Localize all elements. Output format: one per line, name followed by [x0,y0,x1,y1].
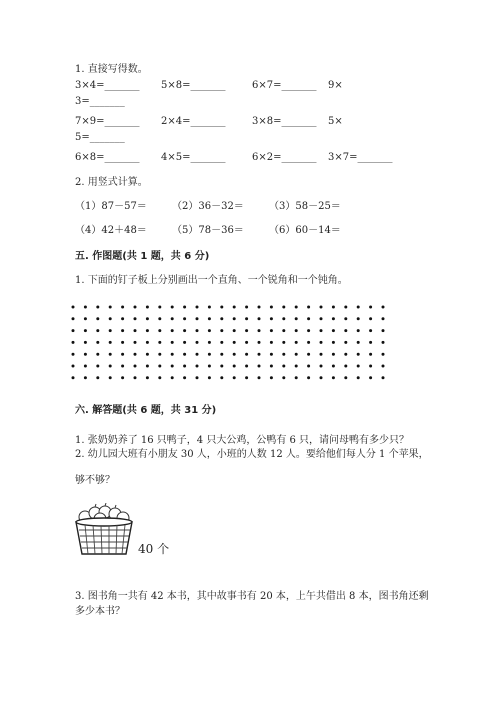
nail-dot[interactable] [134,341,137,344]
nail-dot[interactable] [357,329,360,332]
nail-dot[interactable] [282,341,285,344]
nail-dot[interactable] [258,329,261,332]
nail-dot[interactable] [196,329,199,332]
nail-dot[interactable] [72,341,75,344]
nail-dot[interactable] [109,365,112,368]
nail-dot[interactable] [382,317,385,320]
nail-dot[interactable] [208,317,211,320]
q1-r2-c4: 5× [328,116,343,127]
nail-dot[interactable] [282,317,285,320]
nail-dot[interactable] [109,317,112,320]
nail-dot[interactable] [245,317,248,320]
nail-dot[interactable] [96,317,99,320]
nail-dot[interactable] [282,306,285,309]
nail-dot[interactable] [332,329,335,332]
section6-q3-line2: 多少本书？ [75,606,125,617]
nail-dot[interactable] [369,353,372,356]
nail-dot[interactable] [369,306,372,309]
nail-dot[interactable] [208,353,211,356]
nail-dot[interactable] [96,341,99,344]
q2-r2-c2: （5）78－36＝ [172,225,244,236]
nail-dot[interactable] [332,341,335,344]
nail-dot[interactable] [96,376,99,379]
nail-dot[interactable] [109,306,112,309]
nail-dot[interactable] [109,353,112,356]
nail-dot[interactable] [134,365,137,368]
q2-title: 2. 用竖式计算。 [75,177,148,188]
nail-dot[interactable] [233,317,236,320]
nail-dot[interactable] [72,306,75,309]
nail-dot[interactable] [171,341,174,344]
nail-dot[interactable] [282,365,285,368]
nail-dot[interactable] [72,353,75,356]
nail-dot[interactable] [233,329,236,332]
nail-dot[interactable] [245,376,248,379]
nail-dot[interactable] [84,365,87,368]
nail-dot[interactable] [208,376,211,379]
nail-dot[interactable] [307,306,310,309]
nail-dot[interactable] [208,329,211,332]
q2-r2-c3: （6）60－14＝ [269,225,341,236]
section6-q1: 1. 张奶奶养了 16 只鸭子，4 只大公鸡，公鸭有 6 只，请问母鸭有多少只？ [75,435,410,446]
nail-dot[interactable] [171,365,174,368]
nail-dot[interactable] [84,329,87,332]
nail-dot[interactable] [320,353,323,356]
q1-r2-c2: 2×4=_______ [161,116,226,127]
nail-dot[interactable] [233,365,236,368]
nail-dot[interactable] [134,329,137,332]
nail-dot[interactable] [270,376,273,379]
nail-dot[interactable] [146,329,149,332]
nail-dot[interactable] [258,306,261,309]
q1-r3-c1: 6×8=_______ [75,152,140,163]
nail-dot[interactable] [382,353,385,356]
nail-dot[interactable] [295,317,298,320]
nail-dot[interactable] [220,376,223,379]
nail-dot[interactable] [369,341,372,344]
nail-dot[interactable] [270,317,273,320]
nail-dot[interactable] [158,341,161,344]
nail-dot[interactable] [158,306,161,309]
q1-r3-c4: 3×7=_______ [328,152,393,163]
nail-board[interactable] [70,304,390,380]
nail-dot[interactable] [196,365,199,368]
nail-dot[interactable] [320,376,323,379]
nail-dot[interactable] [245,365,248,368]
nail-dot[interactable] [295,341,298,344]
nail-dot[interactable] [307,329,310,332]
nail-dot[interactable] [332,365,335,368]
nail-dot[interactable] [72,365,75,368]
nail-dot[interactable] [72,317,75,320]
nail-dot[interactable] [84,341,87,344]
section6-q3-line1: 3. 图书角一共有 42 本书，其中故事书有 20 本，上午共借出 8 本，图书角还剩 [75,591,429,602]
nail-dot[interactable] [183,376,186,379]
nail-dot[interactable] [84,317,87,320]
q1-r1-cont: 3=_______ [75,96,125,107]
nail-dot[interactable] [320,341,323,344]
basket-label: 40 个 [138,542,170,556]
nail-dot[interactable] [96,365,99,368]
nail-dot[interactable] [307,317,310,320]
nail-dot[interactable] [270,329,273,332]
nail-dot[interactable] [146,353,149,356]
q2-r1-c2: （2）36－32＝ [172,201,244,212]
nail-dot[interactable] [183,329,186,332]
nail-dot[interactable] [158,317,161,320]
nail-dot[interactable] [258,353,261,356]
nail-dot[interactable] [295,365,298,368]
nail-dot[interactable] [196,376,199,379]
section6-heading: 六. 解答题(共 6 题，共 31 分) [75,405,217,416]
nail-dot[interactable] [196,341,199,344]
apple-basket-image [73,503,135,557]
nail-dot[interactable] [109,341,112,344]
nail-dot[interactable] [332,353,335,356]
nail-dot[interactable] [282,329,285,332]
nail-dot[interactable] [270,306,273,309]
nail-dot[interactable] [220,353,223,356]
nail-dot[interactable] [320,329,323,332]
nail-dot[interactable] [258,365,261,368]
nail-dot[interactable] [171,306,174,309]
section5-q1: 1. 下面的钉子板上分别画出一个直角、一个锐角和一个钝角。 [75,275,348,286]
nail-dot[interactable] [183,317,186,320]
section6-q2-line1: 2. 幼儿园大班有小朋友 30 人，小班的人数 12 人。要给他们每人分 1 个苹果， [75,449,429,460]
nail-dot[interactable] [134,353,137,356]
nail-dot[interactable] [344,341,347,344]
nail-dot[interactable] [96,306,99,309]
nail-dot[interactable] [121,341,124,344]
nail-dot[interactable] [196,317,199,320]
nail-dot[interactable] [134,306,137,309]
nail-dot[interactable] [158,376,161,379]
q2-r1-c3: （3）58－25＝ [269,201,341,212]
nail-dot[interactable] [121,317,124,320]
nail-dot[interactable] [158,353,161,356]
q2-r2-c1: （4）42＋48＝ [75,225,147,236]
nail-dot[interactable] [307,365,310,368]
nail-dot[interactable] [183,365,186,368]
nail-dot[interactable] [84,306,87,309]
section6-q2-line2: 够不够？ [75,475,115,486]
nail-dot[interactable] [357,317,360,320]
nail-dot[interactable] [233,376,236,379]
nail-dot[interactable] [382,341,385,344]
nail-dot[interactable] [171,317,174,320]
nail-dot[interactable] [121,365,124,368]
nail-dot[interactable] [96,353,99,356]
nail-dot[interactable] [344,329,347,332]
nail-dot[interactable] [171,376,174,379]
q1-r2-c3: 3×8=_______ [252,116,317,127]
nail-dot[interactable] [196,353,199,356]
nail-dot[interactable] [121,376,124,379]
nail-dot[interactable] [233,353,236,356]
nail-dot[interactable] [357,365,360,368]
nail-dot[interactable] [84,353,87,356]
nail-dot[interactable] [220,341,223,344]
nail-dot[interactable] [320,317,323,320]
nail-dot[interactable] [295,376,298,379]
nail-dot[interactable] [332,317,335,320]
nail-dot[interactable] [158,329,161,332]
nail-dot[interactable] [121,353,124,356]
nail-dot[interactable] [245,306,248,309]
nail-dot[interactable] [270,353,273,356]
q1-r2-c1: 7×9=_______ [75,116,140,127]
nail-dot[interactable] [220,365,223,368]
q1-r1-c4: 9× [328,80,343,91]
nail-dot[interactable] [270,341,273,344]
nail-dot[interactable] [369,376,372,379]
q1-r1-c1: 3×4=_______ [75,80,140,91]
nail-dot[interactable] [121,329,124,332]
nail-dot[interactable] [344,353,347,356]
nail-dot[interactable] [270,365,273,368]
nail-dot[interactable] [332,376,335,379]
nail-dot[interactable] [320,306,323,309]
nail-dot[interactable] [357,376,360,379]
nail-dot[interactable] [109,376,112,379]
nail-dot[interactable] [220,317,223,320]
q1-r3-c2: 4×5=_______ [161,152,226,163]
nail-dot[interactable] [220,329,223,332]
nail-dot[interactable] [233,341,236,344]
nail-dot[interactable] [245,353,248,356]
q2-r1-c1: （1）87－57＝ [75,201,147,212]
nail-dot[interactable] [96,329,99,332]
nail-dot[interactable] [84,376,87,379]
nail-dot[interactable] [183,306,186,309]
nail-dot[interactable] [357,353,360,356]
nail-dot[interactable] [171,329,174,332]
section5-heading: 五. 作图题(共 1 题，共 6 分) [75,251,210,262]
nail-dot[interactable] [233,306,236,309]
nail-dot[interactable] [134,376,137,379]
nail-dot[interactable] [121,306,124,309]
nail-dot[interactable] [146,365,149,368]
nail-dot[interactable] [258,341,261,344]
nail-dot[interactable] [295,329,298,332]
nail-dot[interactable] [258,376,261,379]
nail-dot[interactable] [146,341,149,344]
nail-dot[interactable] [344,317,347,320]
nail-dot[interactable] [357,306,360,309]
nail-dot[interactable] [369,365,372,368]
nail-dot[interactable] [72,376,75,379]
nail-dot[interactable] [282,376,285,379]
nail-dot[interactable] [196,306,199,309]
nail-dot[interactable] [208,306,211,309]
nail-dot[interactable] [369,329,372,332]
q1-r3-c3: 6×2=_______ [252,152,317,163]
q1-r2-cont: 5=_______ [75,132,125,143]
nail-dot[interactable] [307,353,310,356]
nail-dot[interactable] [171,353,174,356]
nail-dot[interactable] [134,317,137,320]
nail-dot[interactable] [320,365,323,368]
nail-dot[interactable] [295,353,298,356]
nail-dot[interactable] [258,317,261,320]
nail-dot[interactable] [146,317,149,320]
nail-dot[interactable] [357,341,360,344]
nail-dot[interactable] [183,341,186,344]
nail-dot[interactable] [382,365,385,368]
nail-dot[interactable] [382,329,385,332]
nail-dot[interactable] [245,329,248,332]
nail-dot[interactable] [146,306,149,309]
nail-dot[interactable] [183,353,186,356]
nail-dot[interactable] [72,329,75,332]
q1-r1-c2: 5×8=_______ [161,80,226,91]
nail-dot[interactable] [382,376,385,379]
nail-dot[interactable] [208,341,211,344]
nail-dot[interactable] [146,376,149,379]
nail-dot[interactable] [158,365,161,368]
nail-dot[interactable] [332,306,335,309]
nail-dot[interactable] [307,376,310,379]
nail-dot[interactable] [369,317,372,320]
nail-dot[interactable] [344,365,347,368]
nail-dot[interactable] [220,306,223,309]
nail-dot[interactable] [307,341,310,344]
q1-r1-c3: 6×7=_______ [252,80,317,91]
nail-dot[interactable] [382,306,385,309]
nail-dot[interactable] [208,365,211,368]
nail-dot[interactable] [245,341,248,344]
nail-dot[interactable] [344,306,347,309]
nail-dot[interactable] [344,376,347,379]
nail-dot[interactable] [295,306,298,309]
nail-dot[interactable] [109,329,112,332]
q1-title: 1. 直接写得数。 [75,64,148,75]
nail-dot[interactable] [282,353,285,356]
